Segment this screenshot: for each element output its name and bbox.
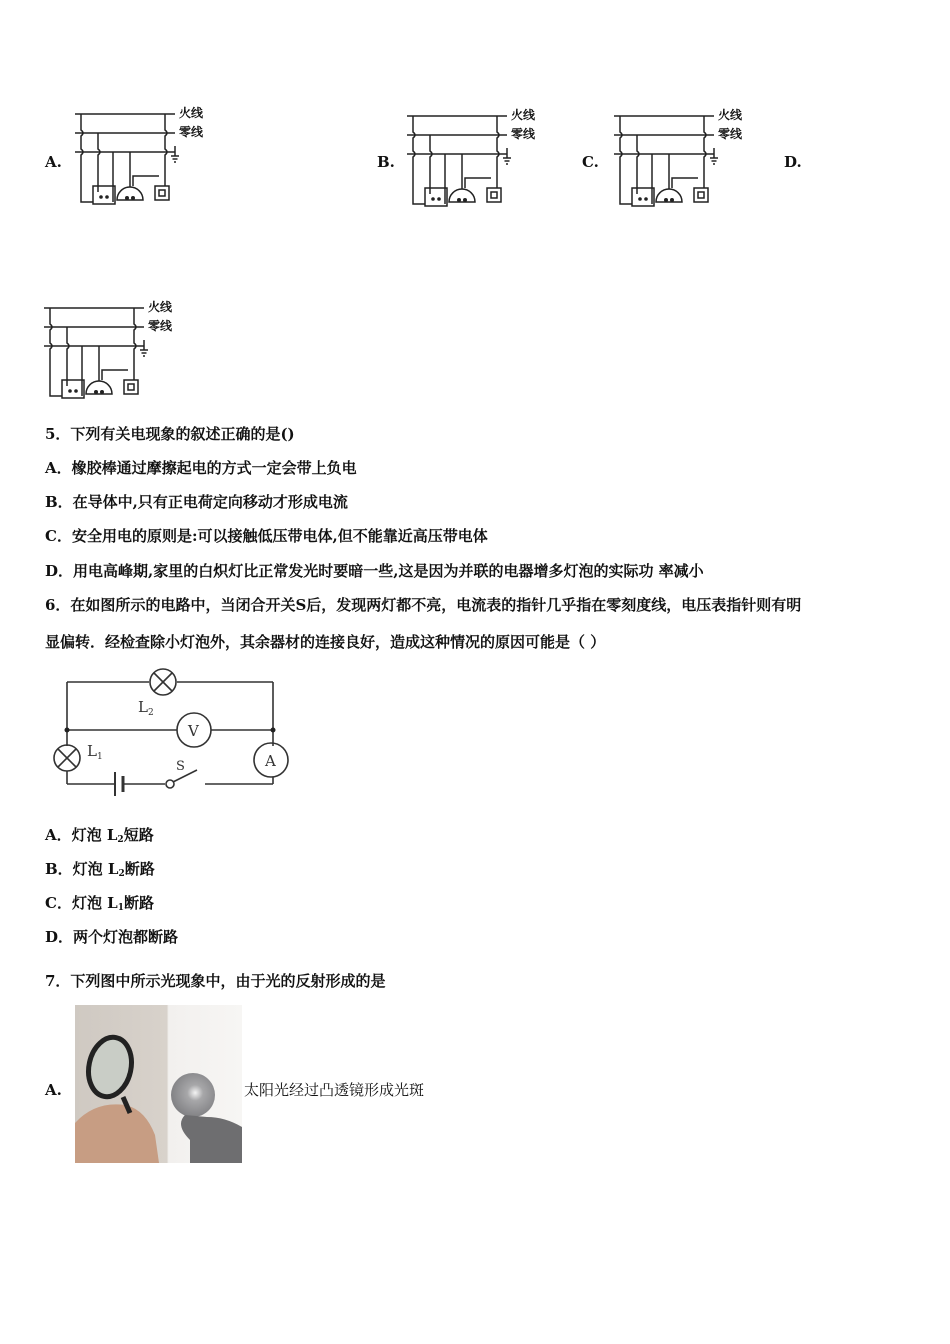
q6-option-d: D．两个灯泡都断路 [45, 928, 179, 946]
q7-stem: 7．下列图中所示光现象中，由于光的反射形成的是 [45, 972, 386, 990]
q4-option-a-label: A. [45, 153, 62, 171]
q5-option-a: A．橡胶棒通过摩擦起电的方式一定会带上负电 [45, 459, 357, 477]
q6-stem-line1: 6．在如图所示的电路中，当闭合开关S后，发现两灯都不亮，电流表的指针几乎指在零刻度线，电压表指针则有明 [45, 596, 802, 614]
live-wire-label: 火线 [718, 108, 743, 122]
q6-stem-line2: 显偏转．经检查除小灯泡外，其余器材的连接良好，造成这种情况的原因可能是（ ） [45, 633, 606, 651]
q5-option-c: C．安全用电的原则是:可以接触低压带电体,但不能靠近高压带电体 [45, 527, 488, 545]
neutral-wire-label: 零线 [179, 125, 204, 139]
q7-option-a-label: A. [45, 1081, 62, 1099]
live-wire-label: 火线 [511, 108, 536, 122]
magnifier-photo [75, 1005, 242, 1163]
magnifier-light-spot-image [75, 1005, 242, 1163]
q4-option-d-label: D. [784, 153, 802, 171]
neutral-wire-label: 零线 [148, 319, 173, 333]
l2-label: $L_2$ [138, 698, 154, 718]
q5-option-b: B．在导体中,只有正电荷定向移动才形成电流 [45, 493, 348, 511]
q4-option-d-diagram [44, 296, 194, 406]
q6-option-b: B．灯泡 $L_2$断路 [45, 860, 155, 879]
l1-label: $L_1$ [87, 742, 103, 762]
voltmeter-label: V [188, 722, 199, 740]
neutral-wire-label: 零线 [511, 127, 536, 141]
q5-stem: 5．下列有关电现象的叙述正确的是() [45, 425, 295, 443]
q6-option-c: C．灯泡 $L_1$断路 [45, 894, 154, 913]
q4-option-b-label: B. [377, 153, 395, 171]
live-wire-label: 火线 [179, 106, 204, 120]
switch-label: S [176, 759, 185, 774]
q4-option-b-diagram [407, 104, 557, 214]
q4-option-a-diagram [75, 102, 225, 212]
circuit-diagram [45, 662, 305, 807]
q4-option-c-label: C. [582, 153, 599, 171]
q5-option-d: D．用电高峰期,家里的白炽灯比正常发光时要暗一些,这是因为并联的电器增多灯泡的实际功 率减小 [45, 562, 704, 580]
q4-option-c-diagram [614, 104, 764, 214]
live-wire-label: 火线 [148, 300, 173, 314]
neutral-wire-label: 零线 [718, 127, 743, 141]
q7-option-a-caption: 太阳光经过凸透镜形成光斑 [244, 1081, 425, 1099]
q6-option-a: A．灯泡 $L_2$短路 [45, 826, 154, 845]
ammeter-label: A [265, 752, 276, 770]
